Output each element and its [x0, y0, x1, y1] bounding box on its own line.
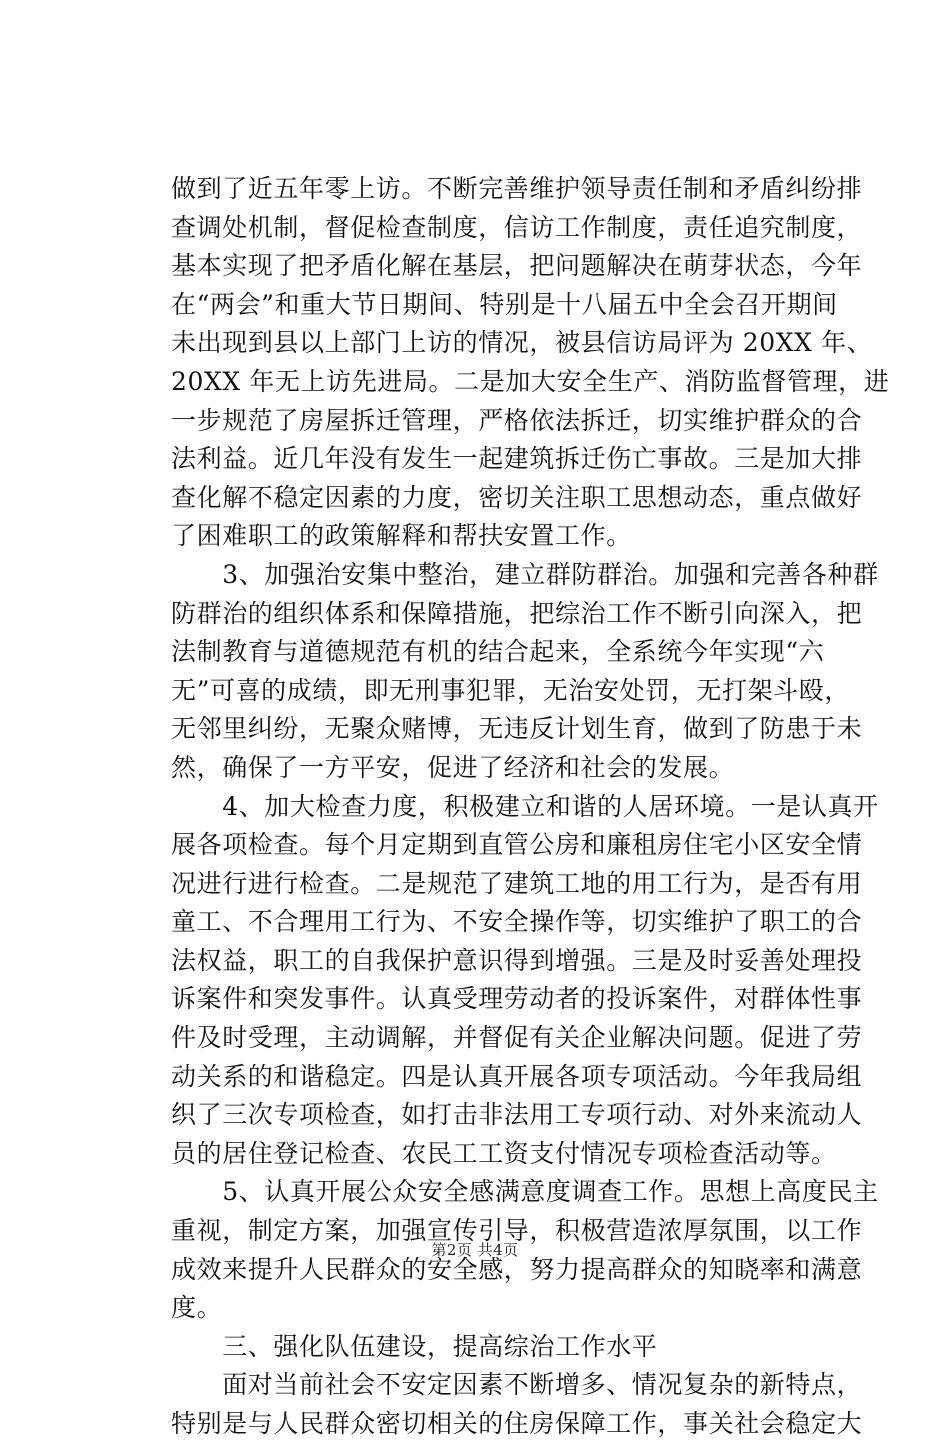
text-line: 员的居住登记检查、农民工工资支付情况专项检查活动等。: [171, 1138, 837, 1168]
text-line: 4、加大检查力度，积极建立和谐的人居环境。一是认真开: [171, 791, 879, 821]
text-line: 防群治的组织体系和保障措施，把综治工作不断引向深入，把: [171, 598, 863, 628]
text-line: 度。: [171, 1293, 223, 1323]
text-line: 做到了近五年零上访。不断完善维护领导责任制和矛盾纠纷排: [171, 174, 863, 203]
text-line: 基本实现了把矛盾化解在基层，把问题解决在萌芽状态，今年: [171, 251, 863, 281]
text-line: 动关系的和谐稳定。四是认真开展各项专项活动。今年我局组: [171, 1061, 863, 1091]
text-line: 在“两会”和重大节日期间、特别是十八届五中全会召开期间: [171, 289, 838, 319]
page-footer: 第2页 共4页: [431, 1241, 519, 1259]
text-line: 无邻里纠纷，无聚众赌博，无违反计划生育，做到了防患于未: [171, 714, 863, 744]
text-line: 法权益，职工的自我保护意识得到增强。三是及时妥善处理投: [171, 945, 863, 975]
text-line: 一步规范了房屋拆迁管理，严格依法拆迁，切实维护群众的合: [171, 405, 863, 435]
text-line: 法利益。近几年没有发生一起建筑拆迁伤亡事故。三是加大排: [171, 444, 863, 474]
text-line: 查化解不稳定因素的力度，密切关注职工思想动态，重点做好: [171, 482, 863, 512]
text-line: 特别是与人民群众密切相关的住房保障工作，事关社会稳定大: [171, 1409, 863, 1438]
text-line: 件及时受理，主动调解，并督促有关企业解决问题。促进了劳: [171, 1023, 863, 1053]
text-line: 童工、不合理用工行为、不安全操作等，切实维护了职工的合: [171, 907, 863, 937]
text-line: 织了三次专项检查，如打击非法用工专项行动、对外来流动人: [171, 1100, 863, 1130]
text-line: 了困难职工的政策解释和帮扶安置工作。: [171, 521, 632, 551]
text-line: 5、认真开展公众安全感满意度调查工作。思想上高度民主: [171, 1177, 879, 1207]
text-line: 20XX 年无上访先进局。二是加大安全生产、消防监督管理，进: [171, 366, 890, 396]
text-line: 况进行进行检查。二是规范了建筑工地的用工行为，是否有用: [171, 868, 863, 898]
text-line: 展各项检查。每个月定期到直管公房和廉租房住宅小区安全情: [171, 830, 863, 860]
text-line: 法制教育与道德规范有机的结合起来，全系统今年实现“六: [171, 637, 825, 667]
text-line: 未出现到县以上部门上访的情况，被县信访局评为 20XX 年、: [171, 328, 873, 358]
text-line: 然，确保了一方平安，促进了经济和社会的发展。: [171, 752, 735, 782]
text-line: 查调处机制，督促检查制度，信访工作制度，责任追究制度，: [171, 212, 863, 242]
text-line: 诉案件和突发事件。认真受理劳动者的投诉案件，对群体性事: [171, 984, 863, 1014]
text-line: 面对当前社会不安定因素不断增多、情况复杂的新特点，: [171, 1370, 863, 1400]
text-line: 3、加强治安集中整治，建立群防群治。加强和完善各种群: [171, 559, 879, 589]
section-heading: 三、强化队伍建设，提高综治工作水平: [171, 1331, 658, 1361]
text-line: 成效来提升人民群众的安全感，努力提高群众的知晓率和满意: [171, 1254, 863, 1284]
text-line: 重视，制定方案，加强宣传引导，积极营造浓厚氛围，以工作: [171, 1216, 863, 1246]
text-line: 无”可喜的成绩，即无刑事犯罪，无治安处罚，无打架斗殴，: [171, 675, 850, 705]
